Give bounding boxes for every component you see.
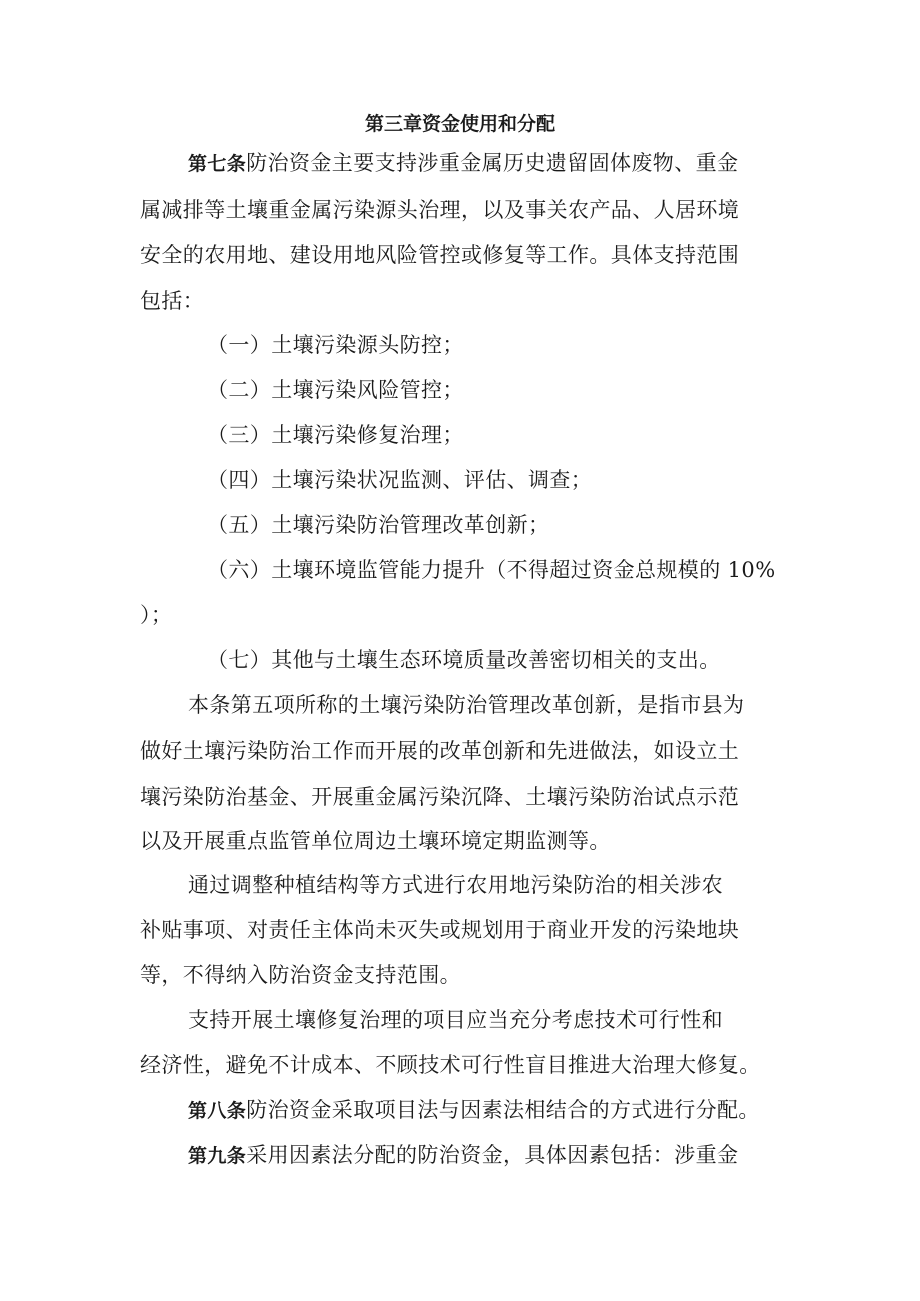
- article9-label: 第九条: [188, 1145, 247, 1167]
- list-item-1: （一）土壤污染源头防控；: [207, 333, 464, 357]
- list-item-2: （二）土壤污染风险管控；: [207, 378, 464, 402]
- paragraph2-line-1: 通过调整种植结构等方式进行农用地污染防治的相关涉农: [188, 873, 723, 897]
- paragraph3-line-1: 支持开展土壤修复治理的项目应当充分考虑技术可行性和: [188, 1008, 723, 1032]
- paragraph1-line-3: 壤污染防治基金、开展重金属污染沉降、土壤污染防治试点示范: [140, 785, 740, 809]
- paragraph1-line-1: 本条第五项所称的土壤污染防治管理改革创新，是指市县为: [188, 693, 745, 717]
- article9-text: 采用因素法分配的防治资金，具体因素包括：涉重金: [246, 1143, 739, 1167]
- list-item-5: （五）土壤污染防治管理改革创新；: [207, 513, 550, 537]
- paragraph1-line-4: 以及开展重点监管单位周边土壤环境定期监测等。: [140, 829, 611, 853]
- paragraph3-line-2: 经济性，避免不计成本、不顾技术可行性盲目推进大治理大修复。: [140, 1053, 761, 1077]
- list-item-3: （三）土壤污染修复治理；: [207, 423, 464, 447]
- paragraph1-line-2: 做好土壤污染防治工作而开展的改革创新和先进做法，如设立土: [140, 739, 740, 763]
- article8-line: [188, 1095, 760, 1126]
- article8-text: 防治资金采取项目法与因素法相结合的方式进行分配。: [246, 1098, 760, 1122]
- list-item-7: （七）其他与土壤生态环境质量改善密切相关的支出。: [207, 648, 721, 672]
- article7-line-4: 包括：: [140, 289, 205, 313]
- article8-label: 第八条: [188, 1100, 247, 1122]
- list-item-6: （六）土壤环境监管能力提升（不得超过资金总规模的 10%: [207, 558, 776, 582]
- article7-text-1: 防治资金主要支持涉重金属历史遗留固体废物、重金: [246, 151, 739, 175]
- paragraph2-line-2: 补贴事项、对责任主体尚未灭失或规划用于商业开发的污染地块: [140, 918, 740, 942]
- article7-line-1: [188, 148, 738, 179]
- list-item-6-continued: ）；: [140, 603, 173, 627]
- article7-line-3: 安全的农用地、建设用地风险管控或修复等工作。具体支持范围: [140, 243, 740, 267]
- article7-line-2: 属减排等土壤重金属污染源头治理，以及事关农产品、人居环境: [140, 198, 740, 222]
- article9-line: [188, 1140, 738, 1171]
- article7-label: 第七条: [188, 153, 247, 175]
- chapter-title: 第三章资金使用和分配: [364, 113, 555, 135]
- list-item-4: （四）土壤污染状况监测、评估、调查；: [207, 468, 593, 492]
- paragraph2-line-3: 等，不得纳入防治资金支持范围。: [140, 963, 461, 987]
